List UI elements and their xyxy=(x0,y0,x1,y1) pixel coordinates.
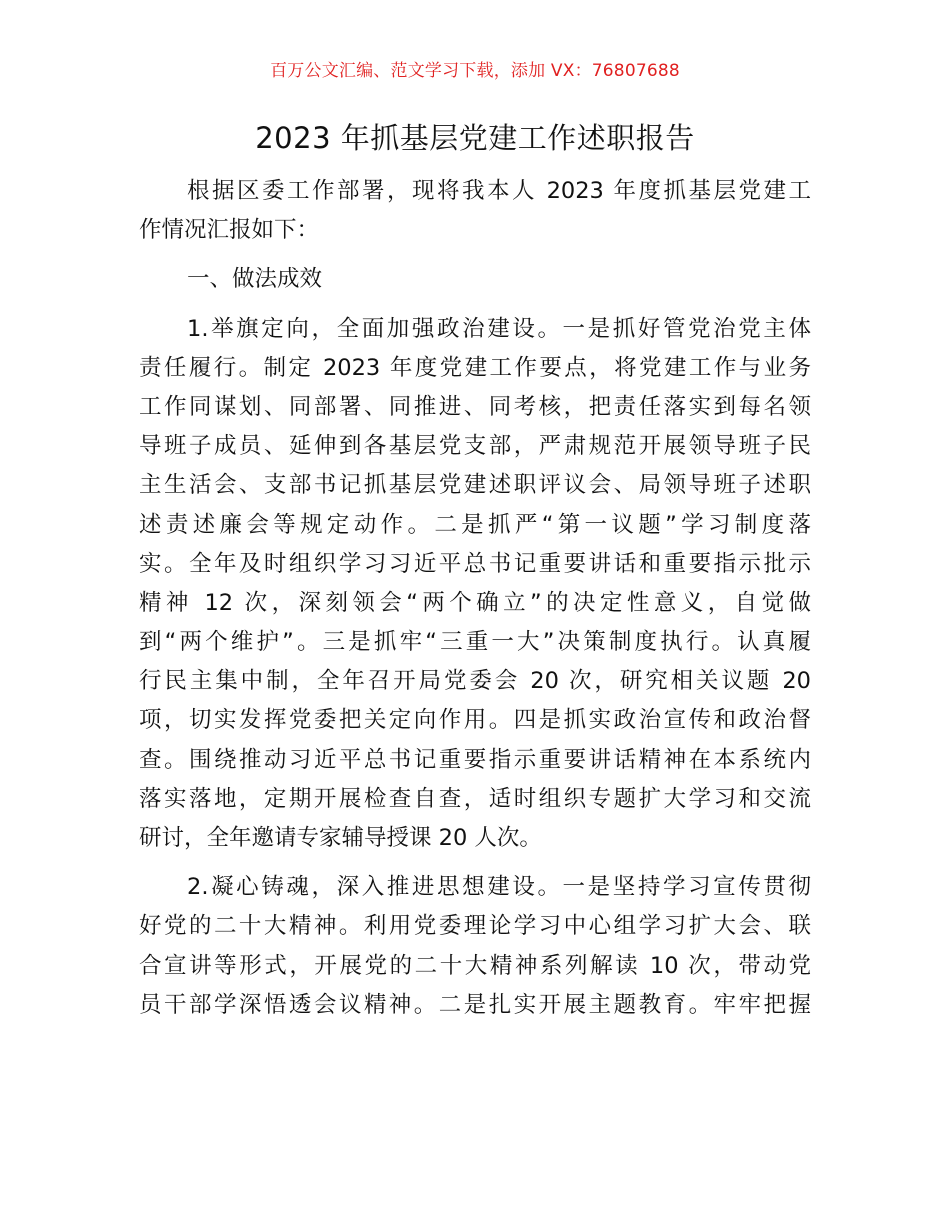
watermark-header-note: 百万公文汇编、范文学习下载，添加 VX：76807688 xyxy=(270,61,680,81)
paragraph-line: 工作同谋划、同部署、同推进、同考核，把责任落实到每名领 xyxy=(139,393,811,420)
paragraph-line: 2.凝心铸魂，深入推进思想建设。一是坚持学习宣传贯彻 xyxy=(187,874,811,901)
document-body xyxy=(139,172,811,1025)
paragraph-line: 责任履行。制定 2023 年度党建工作要点，将党建工作与业务 xyxy=(139,354,811,381)
paragraph-line: 精神 12 次，深刻领会“两个确立”的决定性意义，自觉做 xyxy=(139,589,811,616)
paragraph-line: 落实落地，定期开展检查自查，适时组织专题扩大学习和交流 xyxy=(139,785,811,812)
paragraph-line: 员干部学深悟透会议精神。二是扎实开展主题教育。牢牢把握 xyxy=(139,991,811,1018)
paragraph-2 xyxy=(139,868,811,1025)
intro-line: 作情况汇报如下： xyxy=(139,217,320,244)
paragraph-line: 导班子成员、延伸到各基层党支部，严肃规范开展领导班子民 xyxy=(139,433,811,460)
paragraph-line: 到“两个维护”。三是抓牢“三重一大”决策制度执行。认真履 xyxy=(139,629,811,656)
intro-line: 根据区委工作部署，现将我本人 2023 年度抓基层党建工 xyxy=(187,178,811,204)
paragraph-line: 研讨，全年邀请专家辅导授课 20 人次。 xyxy=(139,825,542,851)
paragraph-line: 实。全年及时组织学习习近平总书记重要讲话和重要指示批示 xyxy=(139,550,811,577)
paragraph-line: 项，切实发挥党委把关定向作用。四是抓实政治宣传和政治督 xyxy=(139,707,811,734)
paragraph-line: 述责述廉会等规定动作。二是抓严“第一议题”学习制度落 xyxy=(139,511,811,538)
document-title: 2023 年抓基层党建工作述职报告 xyxy=(255,121,695,155)
paragraph-line: 合宣讲等形式，开展党的二十大精神系列解读 10 次，带动党 xyxy=(139,952,811,979)
paragraph-line: 1.举旗定向，全面加强政治建设。一是抓好管党治党主体 xyxy=(187,315,811,342)
paragraph-1 xyxy=(139,310,811,859)
section-heading: 一、做法成效 xyxy=(187,266,323,293)
paragraph-line: 好党的二十大精神。利用党委理论学习中心组学习扩大会、联 xyxy=(139,913,811,940)
paragraph-line: 行民主集中制，全年召开局党委会 20 次，研究相关议题 20 xyxy=(139,668,811,695)
paragraph-line: 主生活会、支部书记抓基层党建述职评议会、局领导班子述职 xyxy=(139,472,811,499)
paragraph-line: 查。围绕推动习近平总书记重要指示重要讲话精神在本系统内 xyxy=(139,746,811,773)
